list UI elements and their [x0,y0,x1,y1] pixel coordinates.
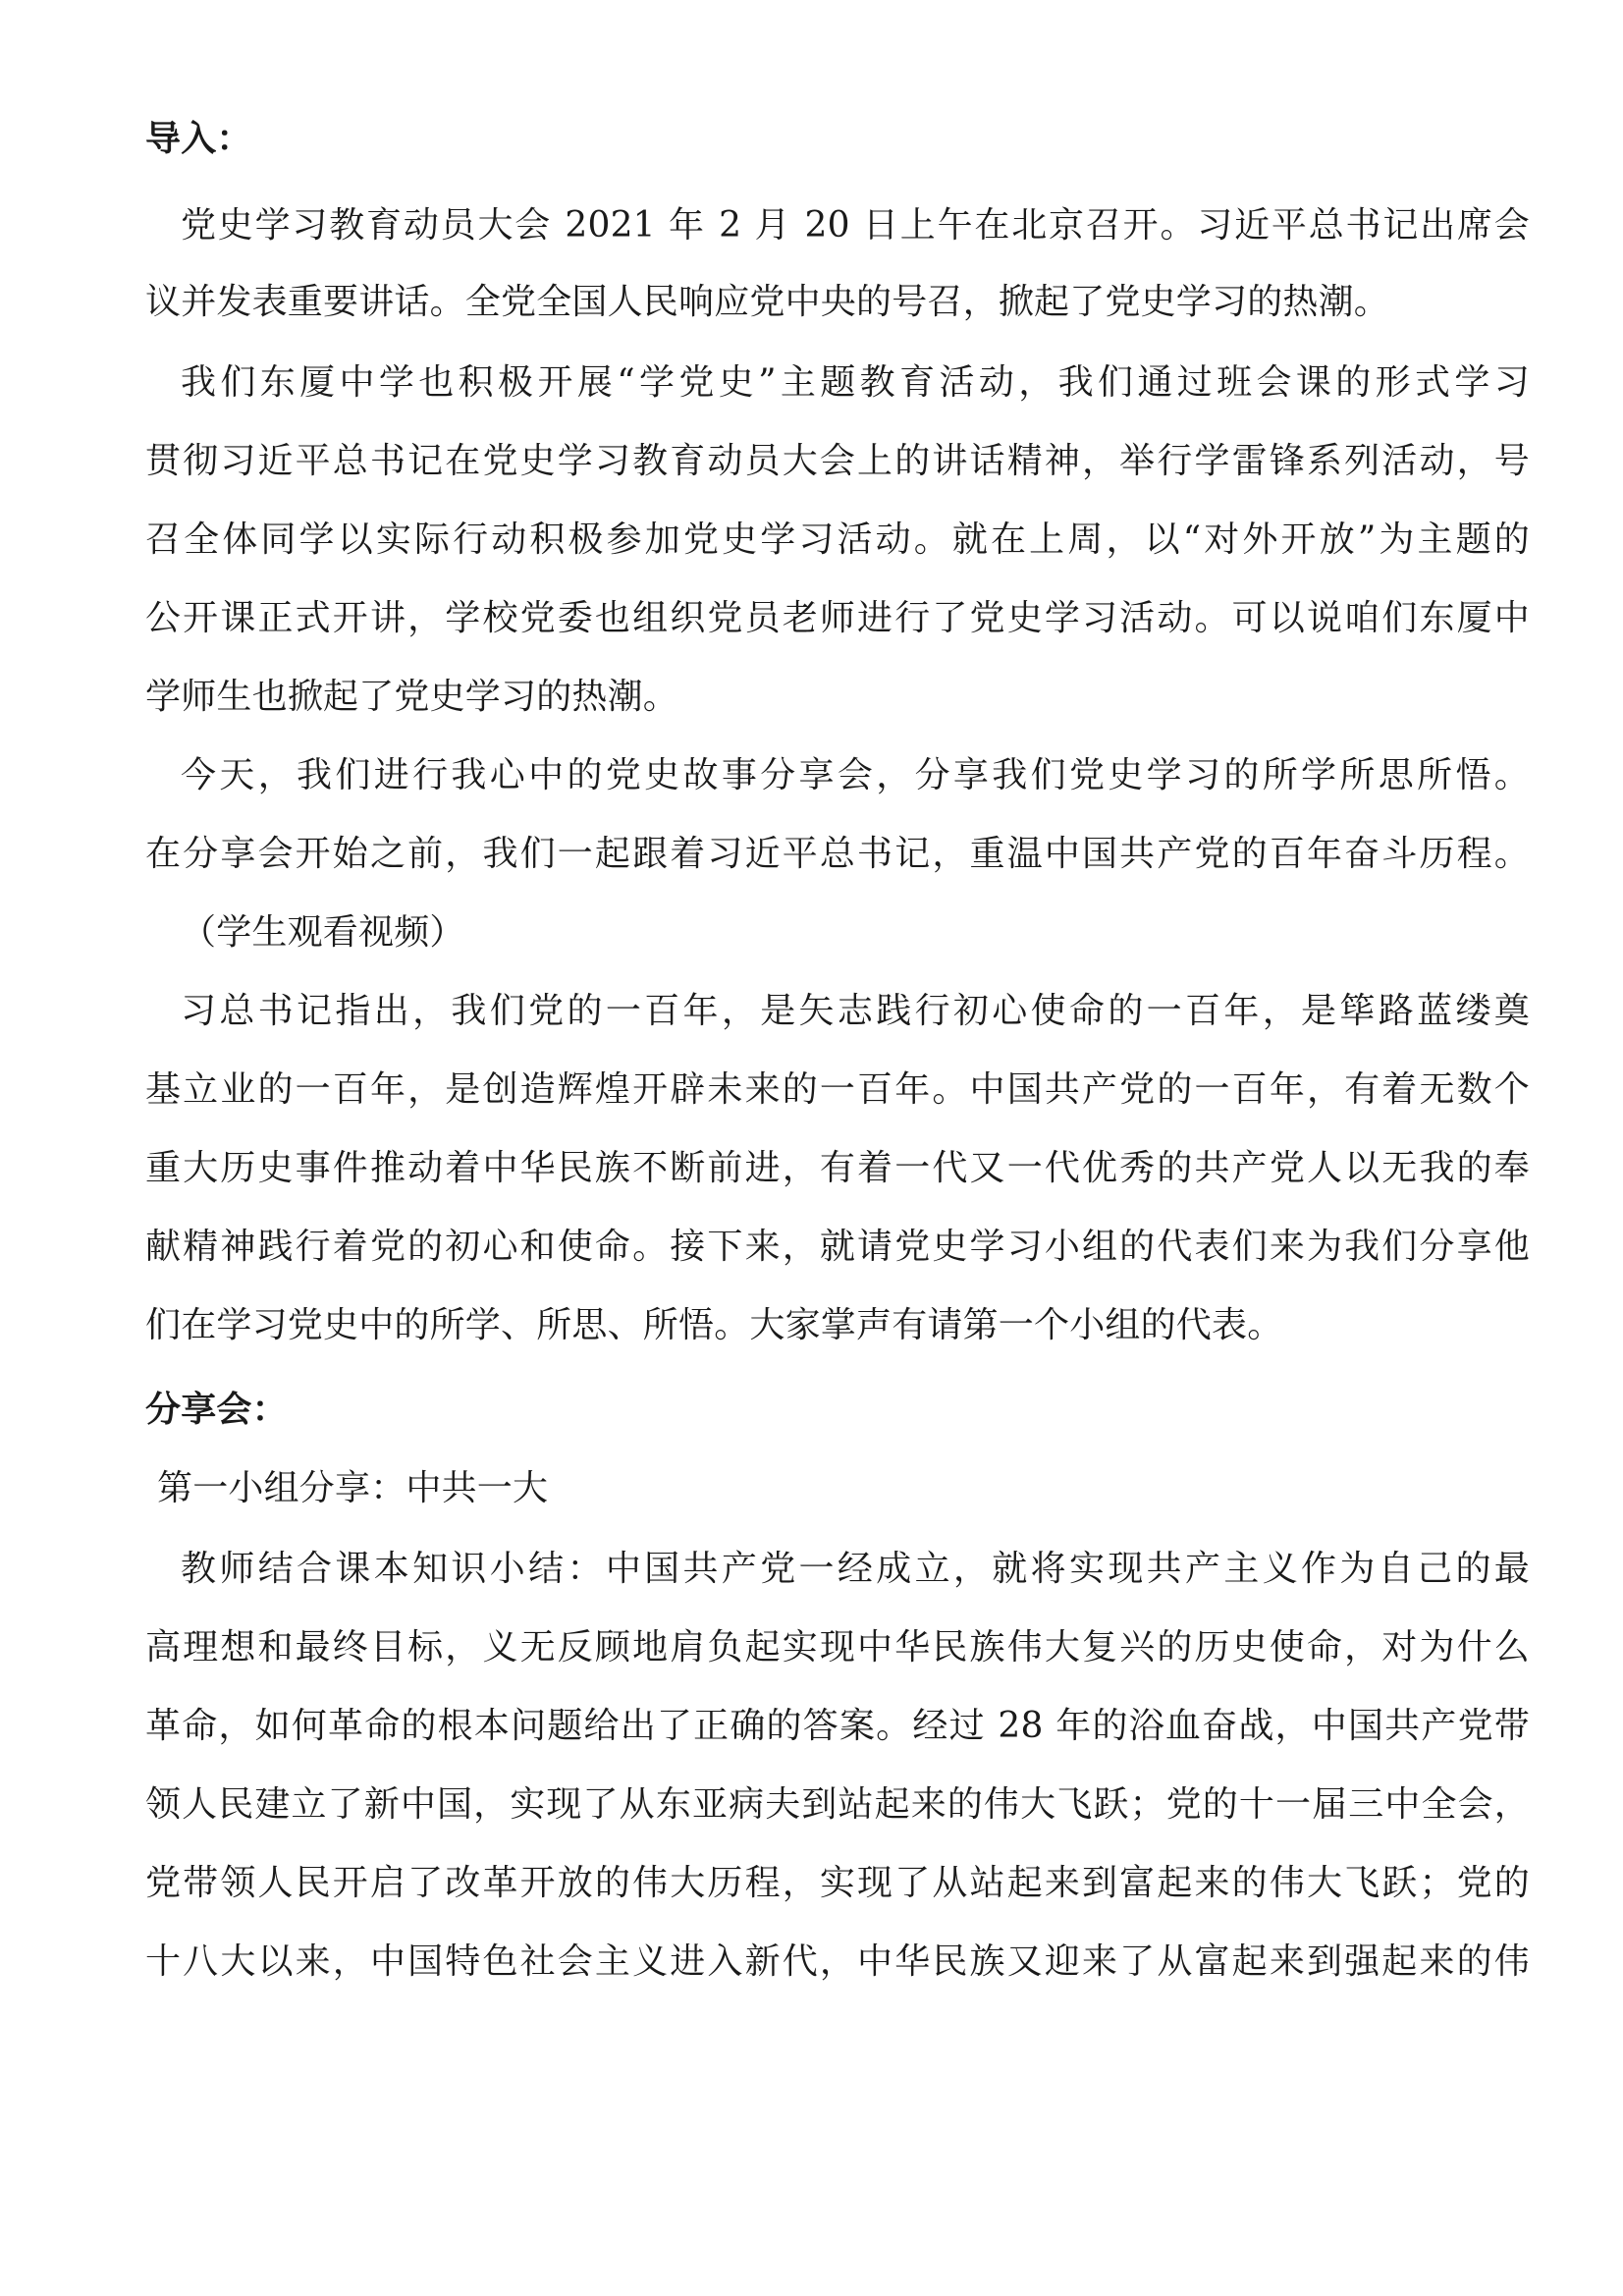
heading-sharing: 分享会： [145,1390,288,1430]
paragraph-line: 领人民建立了新中国，实现了从东亚病夫到站起来的伟大飞跃；党的十一届三中全会， [145,1784,1530,1825]
paragraph-line: 第一小组分享：中共一大 [157,1468,549,1508]
heading-intro: 导入： [145,119,252,159]
paragraph-line: 革命，如何革命的根本问题给出了正确的答案。经过 28 年的浴血奋战，中国共产党带 [145,1706,1530,1746]
paragraph-line: 党史学习教育动员大会 2021 年 2 月 20 日上午在北京召开。习近平总书记出席会 [181,205,1530,246]
paragraph-line: 高理想和最终目标，义无反顾地肩负起实现中华民族伟大复兴的历史使命，对为什么 [145,1627,1530,1667]
paragraph-line: 学师生也掀起了党史学习的热潮。 [145,677,679,717]
paragraph-line: 召全体同学以实际行动积极参加党史学习活动。就在上周，以“对外开放”为主题的 [145,519,1530,560]
paragraph-line: 我们东厦中学也积极开展“学党史”主题教育活动，我们通过班会课的形式学习 [181,362,1530,403]
paragraph-line: （学生观看视频） [181,912,465,953]
paragraph-line: 教师结合课本知识小结：中国共产党一经成立，就将实现共产主义作为自己的最 [181,1549,1530,1589]
paragraph-line: 基立业的一百年，是创造辉煌开辟未来的一百年。中国共产党的一百年，有着无数个 [145,1069,1530,1110]
paragraph-line: 们在学习党史中的所学、所思、所悟。大家掌声有请第一个小组的代表。 [145,1305,1283,1345]
paragraph-line: 党带领人民开启了改革开放的伟大历程，实现了从站起来到富起来的伟大飞跃；党的 [145,1863,1530,1903]
paragraph-line: 今天，我们进行我心中的党史故事分享会，分享我们党史学习的所学所思所悟。 [181,755,1530,795]
paragraph-line: 议并发表重要讲话。全党全国人民响应党中央的号召，掀起了党史学习的热潮。 [145,282,1390,322]
paragraph-line: 献精神践行着党的初心和使命。接下来，就请党史学习小组的代表们来为我们分享他 [145,1227,1530,1267]
paragraph-line: 重大历史事件推动着中华民族不断前进，有着一代又一代优秀的共产党人以无我的奉 [145,1148,1530,1188]
paragraph-line: 十八大以来，中国特色社会主义进入新代，中华民族又迎来了从富起来到强起来的伟 [145,1941,1530,1982]
paragraph-line: 习总书记指出，我们党的一百年，是矢志践行初心使命的一百年，是筚路蓝缕奠 [181,991,1530,1031]
paragraph-line: 在分享会开始之前，我们一起跟着习近平总书记，重温中国共产党的百年奋斗历程。 [145,834,1530,874]
paragraph-line: 贯彻习近平总书记在党史学习教育动员大会上的讲话精神，举行学雷锋系列活动，号 [145,441,1530,481]
paragraph-line: 公开课正式开讲，学校党委也组织党员老师进行了党史学习活动。可以说咱们东厦中 [145,598,1530,638]
